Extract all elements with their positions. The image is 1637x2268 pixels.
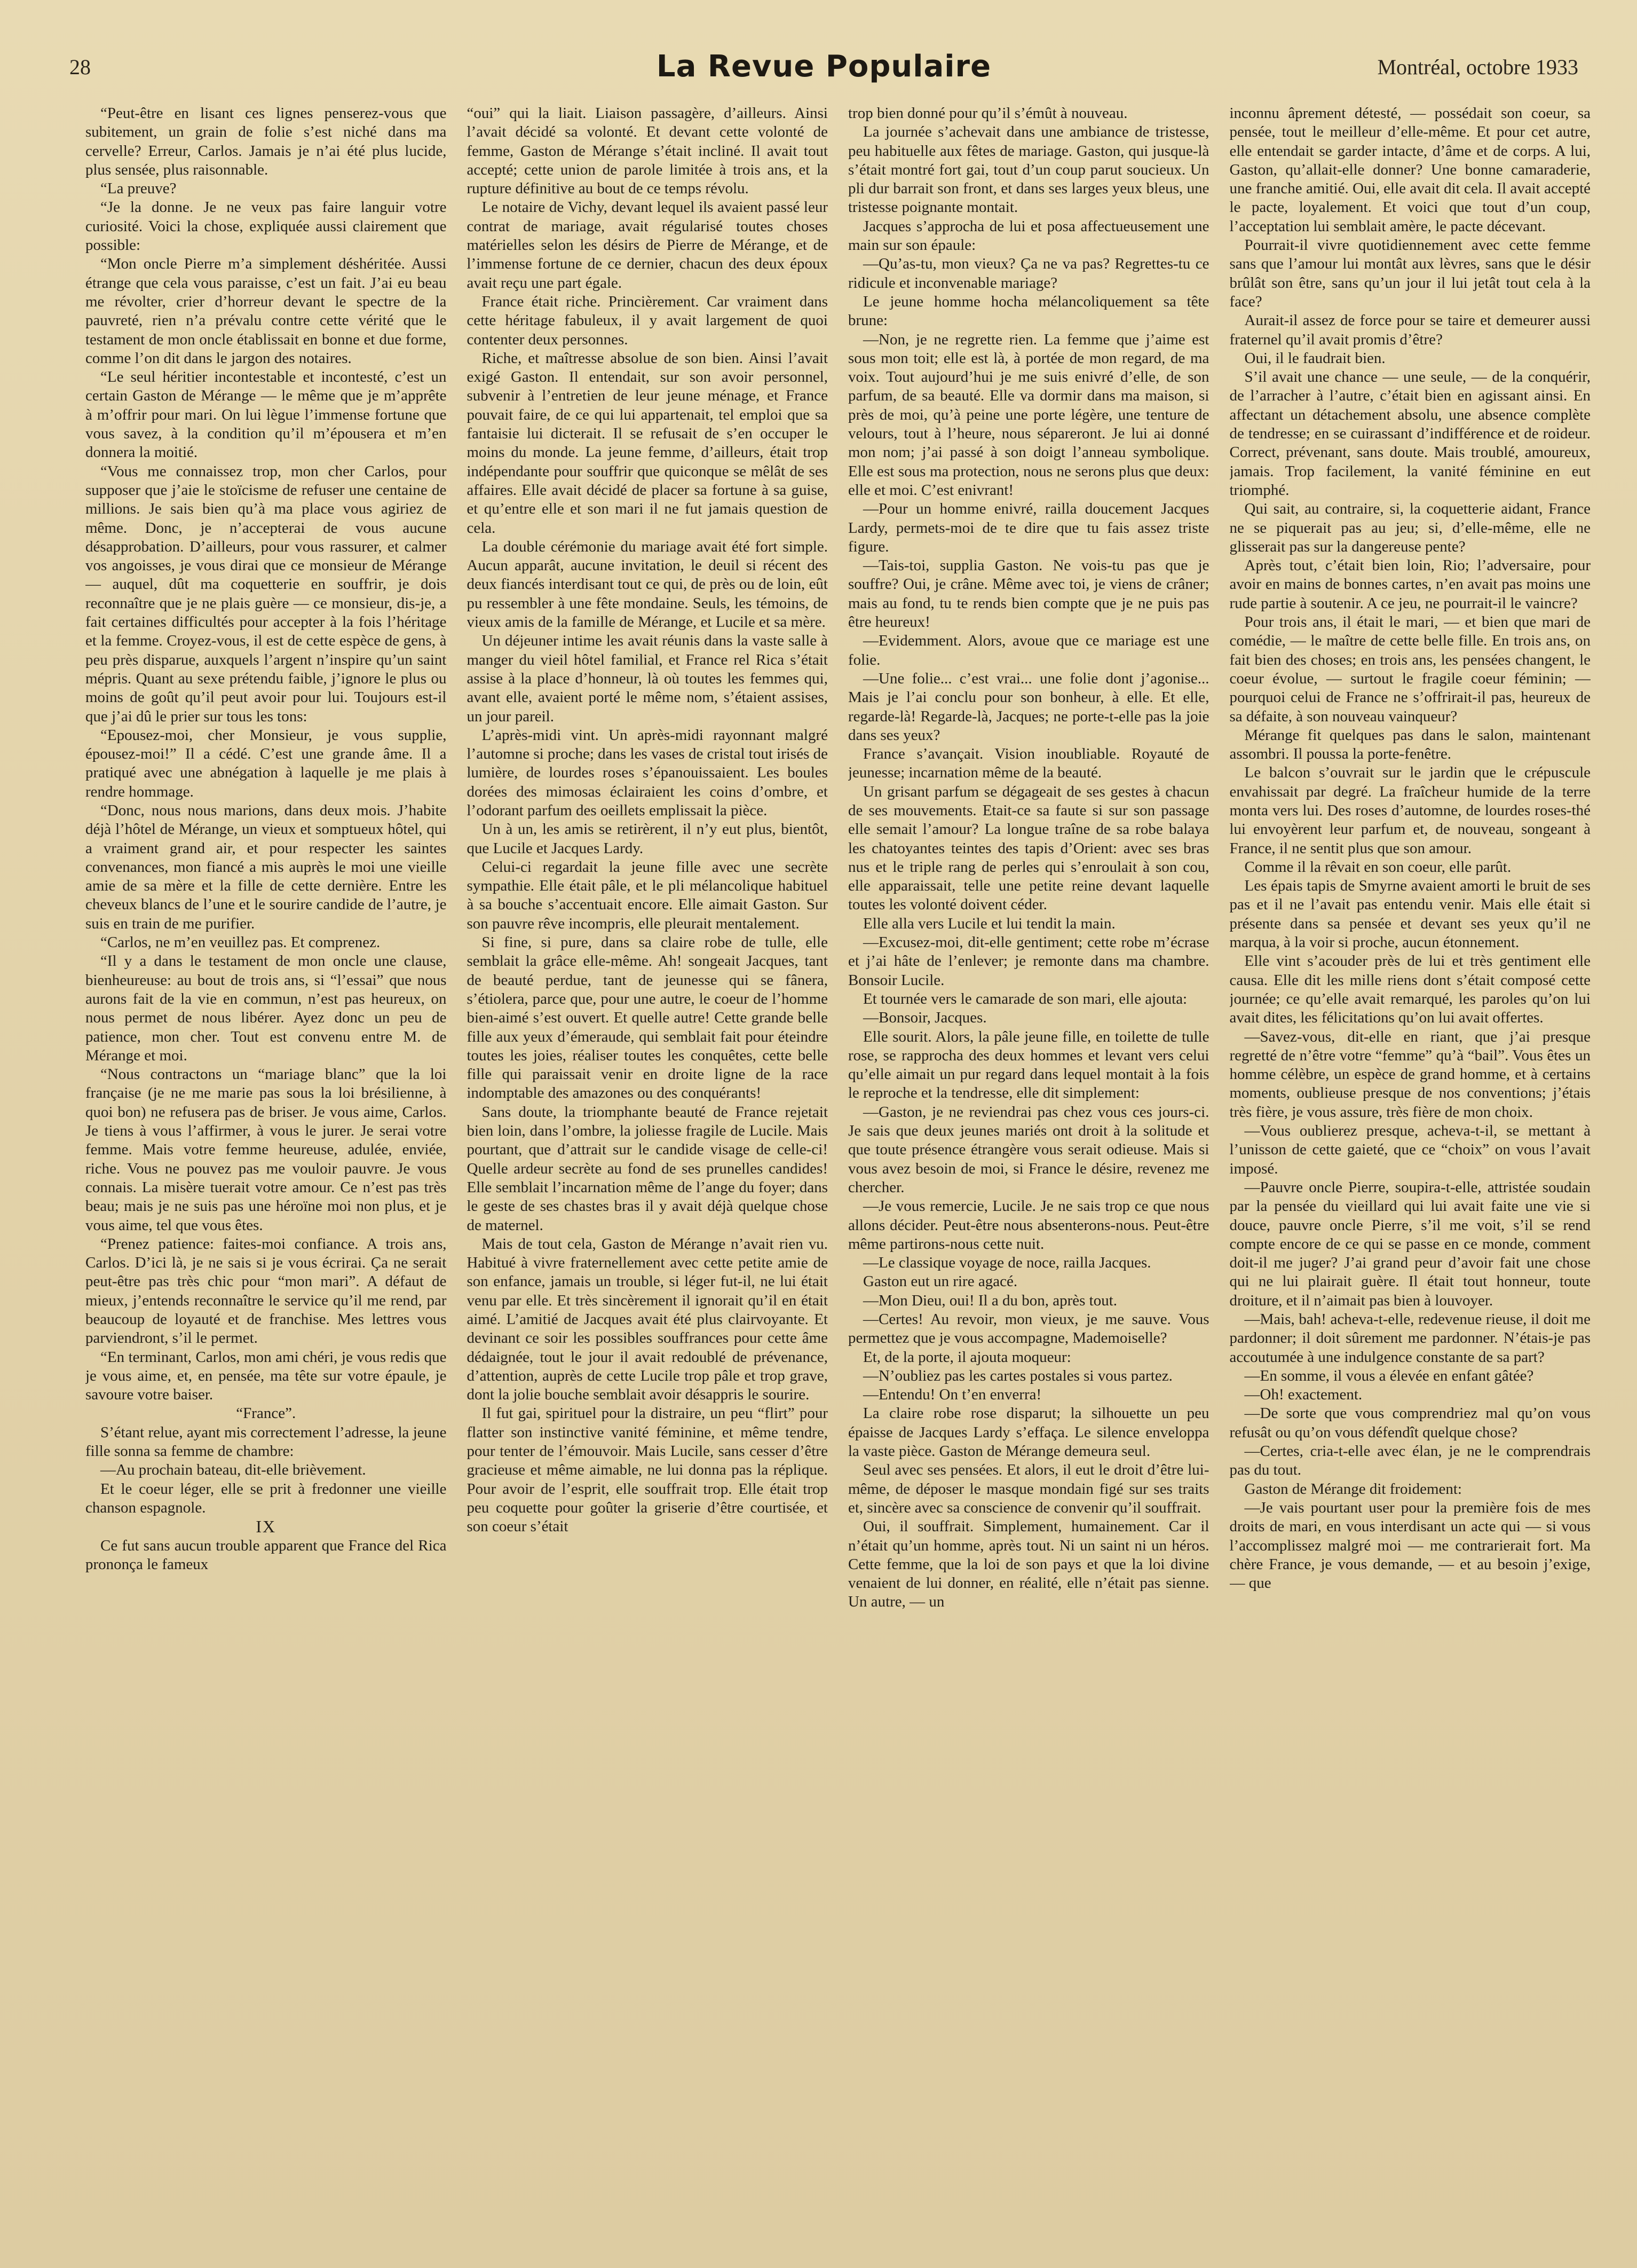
paragraph: —Au prochain bateau, dit-elle brièvement. — [100, 1461, 366, 1479]
paragraph: “Nous contractons un “mariage blanc” que la loi française (je ne me marie pas sous la loi brésilienne, à quoi bon) ne refusera pas de briser. Je vous aime, Carlos. Je tiens à vous l’affirmer, à vous le jurer. Je serai votre femme. Mais votre femme heureuse, adulée, enviée, riche. Vous ne pouvez pas me vouloir pauvre. Je vous connais. La misère tuerait votre amour. Ce n’est pas très beau; mais je ne suis pas une héroïne moi non plus, et je vous aime, tel que vous êtes. — [85, 1066, 447, 1234]
paragraph: La journée s’achevait dans une ambiance de tristesse, peu habituelle aux fêtes de mariage. Gaston, qui jusque-là s’était montré fort gai, tout d’un coup parut soucieux. Un pli dur barrait son front, et dans ses larges yeux bleus, une tristesse poignante montait. — [848, 123, 1209, 216]
paragraph: Riche, et maîtresse absolue de son bien. Ainsi l’avait exigé Gaston. Il entendait, sur son avoir personnel, subvenir à l’entretien de leur jeune ménage, et France pouvait faire, de ce qui lui appartenait, tel emploi que sa fantaisie lui dicterait. Il se refusait de s’en occuper le moins du monde. La jeune femme, d’ailleurs, était trop indépendante pour souffrir que quiconque se mêlât de ses affaires. Elle avait décidé de placer sa fortune à sa guise, et qu’entre elle et son mari il ne fut jamais question de cela. — [466, 349, 828, 537]
paragraph: “Peut-être en lisant ces lignes penserez-vous que subitement, un grain de folie s’est niché dans ma cervelle? Erreur, Carlos. Jamais je n’ai été plus lucide, plus sensée, plus raisonnable. — [85, 105, 447, 178]
paragraph: “Epousez-moi, cher Monsieur, je vous supplie, épousez-moi!” Il a cédé. C’est une grande âme. Il a pratiqué avec une abnégation à laquelle je me plais à rendre hommage. — [85, 726, 447, 800]
paragraph: Le jeune homme hocha mélancoliquement sa tête brune: — [848, 293, 1209, 329]
paragraph: S’il avait une chance — une seule, — de la conquérir, de l’arracher à l’autre, c’était bien en agissant ainsi. En affectant un détachement absolu, une absence complète de tendresse; en se cuirassant d’indifférence et de roideur. Correct, prévenant, sans doute. Mais troublé, amoureux, jamais. Trop facilement, la vanité féminine en eut triomphé. — [1229, 368, 1591, 499]
magazine-title: La Revue Populaire — [656, 49, 992, 84]
paragraph: Il fut gai, spirituel pour la distraire, un peu “flirt” pour flatter son instinctive vanité féminine, et même tendre, pour tenter de l’émouvoir. Mais Lucile, sans cesser d’être gracieuse et même aimable, ne lui donna pas la réplique. Pour avoir de l’esprit, elle souffrait trop. Elle était trop peu coquette pour goûter la griserie d’être courtisée, et son coeur s’était — [466, 1405, 828, 1535]
paragraph: Un grisant parfum se dégageait de ses gestes à chacun de ses mouvements. Etait-ce sa faute si sur son passage elle semait l’amour? La longue traîne de sa robe balaya les chatoyantes teintes des tapis d’Orient: avec ses bras nus et le triple rang de perles qui s’enroulait à son cou, elle apparaissait, telle une petite reine devant laquelle toutes les volonté doivent céder. — [848, 783, 1209, 914]
paragraph: Qui sait, au contraire, si, la coquetterie aidant, France ne se piquerait pas au jeu; si, d’elle-même, elle ne glisserait pas sur la dangereuse pente? — [1229, 500, 1591, 555]
page-header — [69, 49, 1578, 86]
paragraph: Gaston de Mérange dit froidement: — [1244, 1480, 1462, 1498]
paragraph: Le notaire de Vichy, devant lequel ils avaient passé leur contrat de mariage, avait régularisé toutes choses matérielles selon les désirs de Pierre de Mérange, et de l’immense fortune de ce dernier, chacun des deux époux avait reçu une part égale. — [466, 199, 828, 292]
paragraph: —Tais-toi, supplia Gaston. Ne vois-tu pas que je souffre? Oui, je crâne. Même avec toi, je viens de crâner; mais au fond, tu te rends bien compte que je ne puis pas être heureux! — [848, 557, 1209, 631]
letter-signature: “France”. — [236, 1405, 296, 1422]
paragraph: —Mais, bah! acheva-t-elle, redevenue rieuse, il doit me pardonner; il doit sûrement me pardonner. N’étais-je pas accoutumée à une indulgence constante de sa part? — [1229, 1311, 1591, 1366]
text-column-1 — [85, 104, 447, 2245]
paragraph: —Mon Dieu, oui! Il a du bon, après tout. — [863, 1292, 1118, 1309]
paragraph: La claire robe rose disparut; la silhouette un peu épaisse de Jacques Lardy s’effaça. Le silence enveloppa la vaste pièce. Gaston de Mérange demeura seul. — [848, 1405, 1209, 1460]
paragraph: “oui” qui la liait. Liaison passagère, d’ailleurs. Ainsi l’avait décidé sa volonté. Et devant cette volonté de femme, Gaston de Mérange s’était incliné. Il avait tout accepté; cette union de parole limitée à trois ans, et la rupture définitive au bout de ce temps révolu. — [466, 105, 828, 198]
paragraph: Mais de tout cela, Gaston de Mérange n’avait rien vu. Habitué à vivre fraternellement avec cette petite amie de son enfance, jamais un trouble, si léger fut-il, ne lui était venu par elle. Et très sincèrement il ignorait qu’il en était aimé. L’amitié de Jacques avait été plus clairvoyante. Et devinant ce soir les possibles souffrances pour cette âme dédaignée, tout le jour il avait redoublé de prévenance, d’attention, auprès de cette Lucile trop pâle et trop grave, dont la jolie bouche semblait avoir désappris le sourire. — [466, 1235, 828, 1404]
paragraph: “En terminant, Carlos, mon ami chéri, je vous redis que je vous aime, et, en pensée, ma tête sur votre épaule, je savoure votre baiser. — [85, 1348, 447, 1404]
paragraph: Le balcon s’ouvrait sur le jardin que le crépuscule envahissait par degré. La fraîcheur humide de la terre monta vers lui. Des roses d’automne, de lourdes roses-thé lui envoyèrent leur parfum et, de nouveau, songeant à France, il ne sentit plus que son amour. — [1229, 764, 1591, 857]
chapter-heading: IX — [256, 1517, 276, 1537]
paragraph: —Gaston, je ne reviendrai pas chez vous ces jours-ci. Je sais que deux jeunes mariés ont droit à la solitude et que toute présence étrangère vous serait odieuse. Mais si vous avez besoin de moi, si France le désire, revenez me chercher. — [848, 1103, 1209, 1196]
paragraph: —Entendu! On t’en enverra! — [863, 1386, 1042, 1404]
paragraph: —Pour un homme enivré, railla doucement Jacques Lardy, permets-moi de te dire que tu fais assez triste figure. — [848, 500, 1209, 555]
paragraph: La double cérémonie du mariage avait été fort simple. Aucun apparât, aucune invitation, le deuil si récent des deux fiancés interdisant tout ce qui, de près ou de loin, eût pu ressembler à une fête mondaine. Seuls, les témoins, de vieux amis de la famille de Mérange, et Lucile et sa mère. — [466, 538, 828, 631]
paragraph: —Savez-vous, dit-elle en riant, que j’ai presque regretté de n’être votre “femme” qu’à “bail”. Vous êtes un homme célèbre, un espèce de grand homme, et à certains moments, oublieuse presque de nos conventions; j’étais très fière, je vous assure, très fière de mon choix. — [1229, 1028, 1591, 1121]
paragraph: Ce fut sans aucun trouble apparent que France del Rica prononça le fameux — [85, 1537, 447, 1573]
paragraph: Elle sourit. Alors, la pâle jeune fille, en toilette de tulle rose, se rapprocha des deux hommes et levant vers celui qu’elle aimait un pur regard dans lequel montait à la fois le reproche et la tendresse, elle dit simplement: — [848, 1028, 1209, 1102]
paragraph: Et, de la porte, il ajouta moqueur: — [863, 1348, 1071, 1366]
paragraph: —Vous oublierez presque, acheva-t-il, se mettant à l’unisson de cette gaieté, que ce “choix” on vous l’avait imposé. — [1229, 1122, 1591, 1177]
paragraph: “Carlos, ne m’en veuillez pas. Et comprenez. — [100, 934, 381, 951]
paragraph: Un déjeuner intime les avait réunis dans la vaste salle à manger du vieil hôtel familial, et France rel Rica s’était assise à la place d’honneur, là où toutes les femmes qui, avant elle, avaient porté le même nom, s’étaient assises, un jour pareil. — [466, 632, 828, 725]
text-column-3 — [848, 104, 1209, 2245]
paragraph: Seul avec ses pensées. Et alors, il eut le droit d’être lui-même, de déposer le masque mondain figé sur ses traits et, sincère avec sa conscience de convenir qu’il souffrait. — [848, 1461, 1209, 1516]
issue-date: Montréal, octobre 1933 — [1377, 55, 1578, 79]
paragraph: “Mon oncle Pierre m’a simplement déshéritée. Aussi étrange que cela vous paraisse, c’est un fait. J’ai eu beau me révolter, crier d’horreur devant le spectre de la pauvreté, rien n’a prévalu contre cette vérité que le testament de mon oncle établissait en bonne et due forme, comme l’on dit dans le jargon des notaires. — [85, 255, 447, 367]
paragraph: —Non, je ne regrette rien. La femme que j’aime est sous mon toit; elle est là, à portée de mon regard, de ma voix. Tout aujourd’hui je me suis enivré d’elle, de son parfum, de sa beauté. Elle va dormir dans ma maison, si près de moi, qu’à peine une porte légère, une tenture de velours, tout à l’heure, nous sépareront. Je lui ai donné mon nom; j’ai passé à son doigt l’anneau symbolique. Elle est sous ma protection, nous ne serons plus que deux: elle et moi. C’est enivrant! — [848, 330, 1209, 499]
paragraph: Elle vint s’acouder près de lui et très gentiment elle causa. Elle dit les mille riens dont s’était composé cette journée; ce qu’elle avait remarqué, les paroles qu’on lui avait dites, les félicitations qu’on lui avait offertes. — [1229, 952, 1591, 1027]
paragraph: —N’oubliez pas les cartes postales si vous partez. — [863, 1367, 1173, 1384]
paragraph: —Evidemment. Alors, avoue que ce mariage est une folie. — [848, 632, 1209, 668]
article-body — [85, 104, 1591, 2245]
paragraph: Si fine, si pure, dans sa claire robe de tulle, elle semblait la grâce elle-même. Ah! songeait Jacques, tant de beauté perdue, tant de jeunesse qui se fânera, s’étiolera, parce que, pour une autre, le coeur de l’homme bien-aimé s’est ouvert. Et quelle autre! Cette grande belle fille aux yeux d’émeraude, qui semblait fait pour éteindre toutes les joies, réaliser toutes les conquêtes, cette belle fille qui paraissait venir en droite ligne de la race indomptable des amazones ou des conquérants! — [466, 934, 828, 1102]
paragraph: —Qu’as-tu, mon vieux? Ça ne va pas? Regrettes-tu ce ridicule et inconvenable mariage? — [848, 255, 1209, 292]
paragraph: France s’avançait. Vision inoubliable. Royauté de jeunesse; incarnation même de la beauté. — [848, 745, 1209, 782]
paragraph: Et tournée vers le camarade de son mari, elle ajouta: — [863, 990, 1188, 1007]
paragraph: Elle alla vers Lucile et lui tendit la main. — [863, 915, 1116, 932]
paragraph: “Vous me connaissez trop, mon cher Carlos, pour supposer que j’aie le stoïcisme de refuser une centaine de millions. Je sais bien qu’à ma place vous agiriez de même. Donc, je n’accepterai de vous aucune désapprobation. D’ailleurs, pour vous rassurer, et calmer vos angoisses, je vous dirai que ce monsieur de Mérange — auquel, dût ma coquetterie en souffrir, je dois reconnaître que je ne plais guère — ce monsieur, dis-je, a fait certaines difficultés pour accepter à la fois l’héritage et la femme. Croyez-vous, il est de cette espèce de gens, à peu près disparue, auxquels l’argent n’inspire qu’un saint mépris. Quant au sexe prétendu faible, j’ignore le plus ou moins de goût qu’il peut avoir pour lui. Toujours est-il que j’ai dû le prier sur tous les tons: — [85, 462, 447, 725]
paragraph: Mérange fit quelques pas dans le salon, maintenant assombri. Il poussa la porte-fenêtre. — [1229, 726, 1591, 763]
paragraph: Et le coeur léger, elle se prit à fredonner une vieille chanson espagnole. — [85, 1480, 447, 1516]
paragraph: Comme il la rêvait en son coeur, elle parût. — [1244, 858, 1512, 876]
paragraph: “Prenez patience: faites-moi confiance. A trois ans, Carlos. D’ici là, je ne sais si je vous écrirai. Ça ne serait peut-être pas très chic pour “mon mari”. A défaut de mieux, j’entends reconnaître le service qu’il me rend, par beaucoup de loyauté et de franchise. Mes lettres vous parviendront, s’il le permet. — [85, 1235, 447, 1347]
paragraph: Sans doute, la triomphante beauté de France rejetait bien loin, dans l’ombre, la joliesse fragile de Lucile. Mais pourtant, que d’attrait sur le candide visage de celle-ci! Quelle ardeur secrète au fond de ses prunelles candides! Elle semblait l’incarnation même de l’ange du foyer; dans le geste de ses chastes bras il y avait déjà quelque chose de maternel. — [466, 1103, 828, 1234]
paragraph: Pour trois ans, il était le mari, — et bien que mari de comédie, — le maître de cette belle fille. En trois ans, on fait bien des choses; en trois ans, les pensées changent, le coeur évolue, — surtout le fragile coeur féminin; — pourquoi celui de France ne s’offrirait-il pas, heureux de sa défaite, à son nouveau vainqueur? — [1229, 613, 1591, 725]
paragraph: —Je vous remercie, Lucile. Je ne sais trop ce que nous allons décider. Peut-être nous absenterons-nous. Peut-être même partirons-nous cette nuit. — [848, 1198, 1209, 1253]
paragraph: trop bien donné pour qu’il s’émût à nouveau. — [848, 105, 1128, 122]
paragraph: —Je vais pourtant user pour la première fois de mes droits de mari, en vous interdisant un acte qui — si vous l’accomplissez malgré moi — me contrarierait fort. Ma chère France, je vous demande, — et au besoin j’exige, — que — [1229, 1499, 1591, 1592]
paragraph: Oui, il souffrait. Simplement, humainement. Car il n’était qu’un homme, après tout. Ni un saint ni un héros. Cette femme, que la loi de son pays et que la loi divine venaient de lui donner, en réalité, elle n’était pas sienne. Un autre, — un — [848, 1518, 1209, 1611]
paragraph: —Excusez-moi, dit-elle gentiment; cette robe m’écrase et j’ai hâte de l’enlever; je remonte dans ma chambre. Bonsoir Lucile. — [848, 934, 1209, 989]
page-number: 28 — [69, 55, 91, 79]
paragraph: Aurait-il assez de force pour se taire et demeurer aussi fraternel qu’il avait promis d’être? — [1229, 312, 1591, 348]
paragraph: Les épais tapis de Smyrne avaient amorti le bruit de ses pas et il ne l’avait pas entendu venir. Mais elle était si présente dans sa pensée et devant ses yeux qu’il ne marqua, à la voir si proche, aucun étonnement. — [1229, 877, 1591, 951]
text-column-2 — [467, 104, 828, 2245]
paragraph: —Pauvre oncle Pierre, soupira-t-elle, attristée soudain par la pensée du vieillard qui lui avait faite une vie si douce, pauvre oncle Pierre, s’il me voit, s’il se rend compte encore de ce qui se passe en ce monde, comment doit-il me juger? J’ai grand peur d’avoir fait une chose qui ne lui plairait guère. Il était tout honneur, toute droiture, et il n’aimait pas bien à louvoyer. — [1229, 1178, 1591, 1309]
paragraph: “Je la donne. Je ne veux pas faire languir votre curiosité. Voici la chose, expliquée aussi clairement que possible: — [85, 199, 447, 254]
paragraph: S’étant relue, ayant mis correctement l’adresse, la jeune fille sonna sa femme de chambre: — [85, 1423, 447, 1460]
paragraph: —Oh! exactement. — [1244, 1386, 1363, 1404]
paragraph: Pourrait-il vivre quotidiennement avec cette femme sans que l’amour lui montât aux lèvres, sans que le désir brûlât son être, sans qu’un jour il lui jetât tout cela à la face? — [1229, 237, 1591, 310]
paragraph: —De sorte que vous comprendriez mal qu’on vous refusât ou qu’on vous défendît quelque chose? — [1229, 1405, 1591, 1441]
paragraph: Jacques s’approcha de lui et posa affectueusement une main sur son épaule: — [848, 217, 1209, 254]
paragraph: Après tout, c’était bien loin, Rio; l’adversaire, pour avoir en mains de bonnes cartes, n’en avait pas moins une rude partie à soutenir. A ce jeu, ne pourrait-il le vaincre? — [1229, 557, 1591, 612]
paragraph: —Le classique voyage de noce, railla Jacques. — [863, 1254, 1151, 1272]
paragraph: L’après-midi vint. Un après-midi rayonnant malgré l’automne si proche; dans les vases de cristal tout irisés de lumière, de lourdes roses s’épanouissaient. Les boules dorées des mimosas éclairaient les coins d’ombre, et l’odorant parfum des oeillets emplissait la pièce. — [466, 726, 828, 819]
paragraph: inconnu âprement détesté, — possédait son coeur, sa pensée, tout le meilleur d’elle-même. Et pour cet autre, elle entendait se garder intacte, d’âme et de corps. A lui, Gaston, qu’allait-elle donner? Une bonne camaraderie, une franche amitié. Oui, elle avait dit cela. Il avait accepté le pacte, loyalement. Et voici que tout d’un coup, l’acceptation lui semblait amère, le pacte décevant. — [1229, 105, 1591, 235]
paragraph: —Bonsoir, Jacques. — [863, 1009, 987, 1027]
paragraph: Oui, il le faudrait bien. — [1244, 349, 1386, 367]
paragraph: “Il y a dans le testament de mon oncle une clause, bienheureuse: au bout de trois ans, si “l’essai” que nous aurons fait de la vie en commun, n’est pas heureux, on nous permet de nous libérer. Ayez donc un peu de patience, mon cher. Tout est convenu entre M. de Mérange et moi. — [85, 952, 447, 1064]
paragraph: France était riche. Princièrement. Car vraiment dans cette héritage fabuleux, il y avait largement de quoi contenter deux personnes. — [466, 293, 828, 348]
paragraph: “Donc, nous nous marions, dans deux mois. J’habite déjà l’hôtel de Mérange, un vieux et somptueux hôtel, qui a vraiment grand air, et pour respecter les saintes convenances, mon fiancé a mis auprès le moi une vieille amie de sa mère et la fille de cette dernière. Entre les cheveux blancs de l’une et le sourire candide de l’autre, je suis en train de me purifier. — [85, 801, 447, 932]
paragraph: Gaston eut un rire agacé. — [863, 1273, 1018, 1290]
paragraph: “La preuve? — [100, 180, 177, 198]
paragraph: “Le seul héritier incontestable et incontesté, c’est un certain Gaston de Mérange — le même que je m’apprête à m’offrir pour mari. On lui lègue l’immense fortune que vous savez, à la condition qu’il m’épousera et m’en donnera la moitié. — [85, 368, 447, 461]
text-column-4 — [1230, 104, 1591, 2245]
paragraph: —Certes! Au revoir, mon vieux, je me sauve. Vous permettez que je vous accompagne, Mademoiselle? — [848, 1311, 1209, 1347]
paragraph: Celui-ci regardait la jeune fille avec une secrète sympathie. Elle était pâle, et le pli mélancolique habituel à sa bouche s’accentuait encore. Elle aimait Gaston. Sur son pauvre rêve incompris, elle pleurait mentalement. — [466, 858, 828, 932]
paragraph: —Certes, cria-t-elle avec élan, je ne le comprendrais pas du tout. — [1229, 1443, 1591, 1479]
paragraph: —Une folie... c’est vrai... une folie dont j’agonise... Mais je l’ai conclu pour son bonheur, à elle. Et elle, regarde-là! Regarde-là, Jacques; ne porte-t-elle pas la joie dans ses yeux? — [848, 670, 1209, 744]
paragraph: —En somme, il vous a élevée en enfant gâtée? — [1244, 1367, 1534, 1384]
paragraph: Un à un, les amis se retirèrent, il n’y eut plus, bientôt, que Lucile et Jacques Lardy. — [466, 821, 828, 857]
